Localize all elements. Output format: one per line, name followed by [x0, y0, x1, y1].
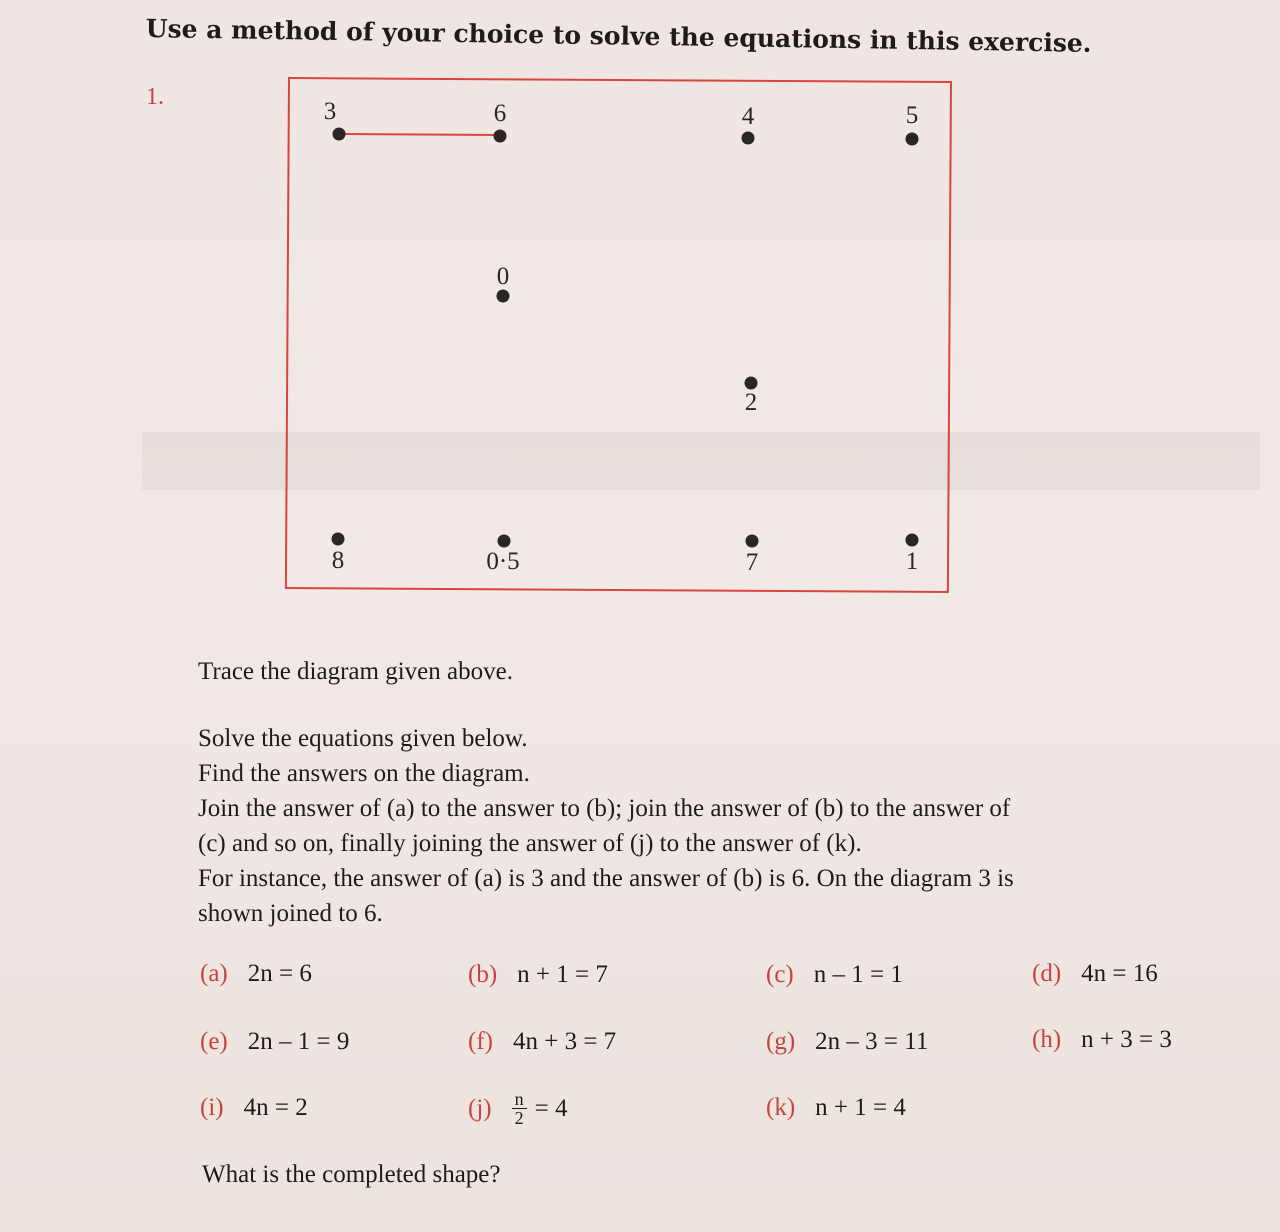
exercise-heading: Use a method of your choice to solve the equations in this exercise. [145, 14, 1092, 58]
point-3-label: 3 [323, 98, 337, 125]
point-3-dot [333, 128, 346, 141]
point-8-label: 8 [331, 547, 345, 574]
instruction-line-3: Join the answer of (a) to the answer to (b); join the answer of (b) to the answer of [198, 795, 1011, 822]
point-4-dot [742, 132, 755, 145]
equation-h-tag: (h) [1032, 1026, 1062, 1053]
equation-k-expr: n + 1 = 4 [815, 1094, 906, 1121]
point-5-label: 5 [905, 102, 919, 129]
equation-c-tag: (c) [766, 961, 794, 988]
equation-j-tag: (j) [468, 1094, 492, 1122]
point-4-label: 4 [741, 103, 755, 130]
equation-c [766, 961, 903, 989]
point-0-label: 0 [496, 263, 510, 290]
equation-j [468, 1090, 567, 1127]
equation-b-expr: n + 1 = 7 [517, 961, 608, 988]
trace-instruction: Trace the diagram given above. [198, 658, 513, 685]
equation-h [1032, 1026, 1172, 1054]
instruction-line-5: For instance, the answer of (a) is 3 and the answer of (b) is 6. On the diagram 3 is [198, 865, 1014, 892]
equation-j-fraction [512, 1090, 527, 1127]
equation-i [200, 1094, 308, 1122]
equation-c-expr: n – 1 = 1 [813, 961, 903, 988]
equation-j-rest: = 4 [534, 1094, 568, 1122]
equation-a-expr: 2n = 6 [247, 960, 312, 987]
equation-k-tag: (k) [766, 1094, 796, 1121]
equation-a [200, 960, 312, 988]
point-0-5-label: 0·5 [486, 548, 520, 575]
equation-f-tag: (f) [468, 1028, 493, 1055]
equation-f [468, 1028, 616, 1056]
equation-d-tag: (d) [1032, 960, 1062, 987]
point-7-dot [746, 535, 759, 548]
point-1-label: 1 [905, 548, 919, 575]
point-6-dot [494, 130, 507, 143]
point-2-label: 2 [744, 389, 758, 416]
equation-k [766, 1094, 906, 1122]
point-2-dot [745, 377, 758, 390]
equation-j-denominator: 2 [514, 1108, 524, 1128]
equation-b [468, 961, 608, 989]
point-0-dot [497, 290, 510, 303]
equation-e-tag: (e) [200, 1028, 228, 1055]
equation-g-tag: (g) [766, 1028, 796, 1055]
equation-e-expr: 2n – 1 = 9 [247, 1028, 350, 1055]
instruction-line-4: (c) and so on, finally joining the answer of (j) to the answer of (k). [198, 830, 862, 857]
point-0-5-dot [498, 535, 511, 548]
equation-j-numerator: n [512, 1090, 527, 1109]
equation-f-expr: 4n + 3 = 7 [512, 1028, 617, 1055]
equation-i-tag: (i) [200, 1094, 224, 1121]
equation-b-tag: (b) [468, 961, 498, 988]
question-number: 1. [146, 84, 164, 110]
point-5-dot [906, 133, 919, 146]
equation-g [766, 1028, 928, 1056]
point-8-dot [332, 533, 345, 546]
equation-e [200, 1028, 349, 1056]
instruction-line-1: Solve the equations given below. [198, 725, 528, 752]
equation-d [1032, 960, 1158, 988]
equation-g-expr: 2n – 3 = 11 [815, 1028, 929, 1055]
equation-i-expr: 4n = 2 [243, 1094, 308, 1121]
point-7-label: 7 [745, 549, 759, 576]
point-6-label: 6 [493, 100, 507, 127]
point-1-dot [906, 534, 919, 547]
instruction-line-6: shown joined to 6. [198, 900, 383, 927]
equation-h-expr: n + 3 = 3 [1081, 1026, 1172, 1053]
equation-d-expr: 4n = 16 [1081, 960, 1158, 987]
final-question: What is the completed shape? [202, 1161, 501, 1188]
equation-a-tag: (a) [200, 960, 228, 987]
instruction-line-2: Find the answers on the diagram. [198, 760, 530, 787]
